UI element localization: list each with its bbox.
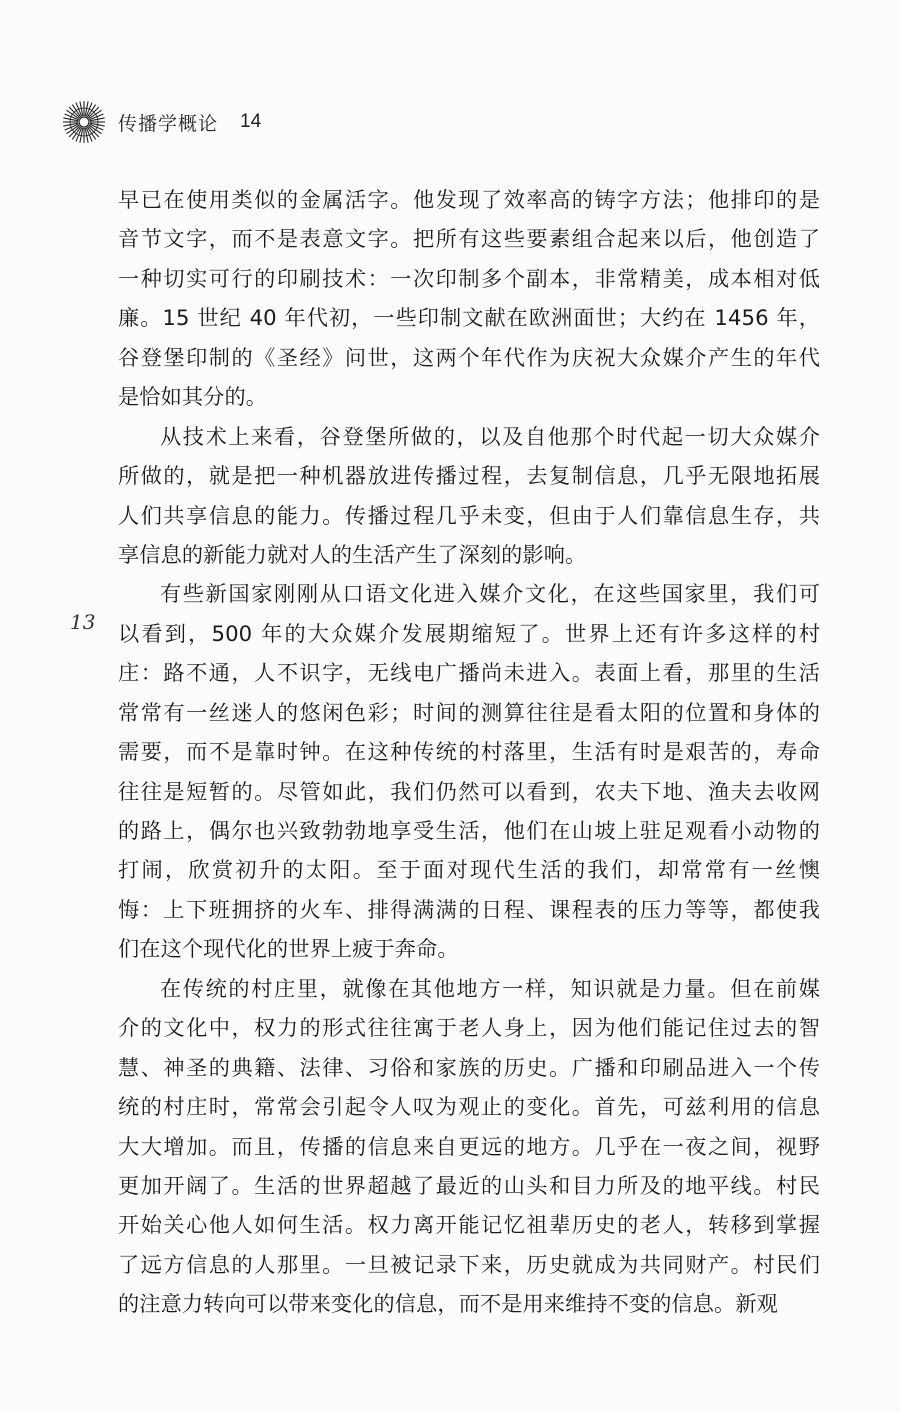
text-line: 在传统的村庄里，就像在其他地方一样，知识就是力量。但在前媒 [160, 975, 820, 1001]
text-line: 音节文字，而不是表意文字。把所有这些要素组合起来以后，他创造了 [118, 226, 820, 252]
text-line: 开始关心他人如何生活。权力离开能记忆祖辈历史的老人，转移到掌握 [118, 1212, 820, 1238]
text-line: 需要，而不是靠时钟。在这种传统的村落里，生活有时是艰苦的，寿命 [118, 739, 820, 765]
body-text [118, 180, 820, 1324]
text-line: 了远方信息的人那里。一旦被记录下来，历史就成为共同财产。村民们 [118, 1251, 820, 1277]
text-line: 的路上，偶尔也兴致勃勃地享受生活，他们在山坡上驻足观看小动物的 [118, 818, 820, 843]
text-line: 早已在使用类似的金属活字。他发现了效率高的铸字方法；他排印的是 [118, 187, 820, 212]
text-line: 所做的，就是把一种机器放进传播过程，去复制信息，几乎无限地拓展 [118, 463, 820, 489]
page-number: 14 [240, 111, 262, 132]
text-line: 慧、神圣的典籍、法律、习俗和家族的历史。广播和印刷品进入一个传 [118, 1054, 820, 1080]
paragraph [118, 180, 820, 417]
text-line: 一种切实可行的印刷技术：一次印制多个副本，非常精美，成本相对低 [118, 265, 820, 291]
text-line: 谷登堡印制的《圣经》问世，这两个年代作为庆祝大众媒介产生的年代 [118, 344, 820, 370]
text-line: 以看到，500 年的大众媒介发展期缩短了。世界上还有许多这样的村 [118, 620, 820, 646]
text-line: 从技术上来看，谷登堡所做的，以及自他那个时代起一切大众媒介 [160, 423, 820, 449]
text-line: 统的村庄时，常常会引起令人叹为观止的变化。首先，可兹利用的信息 [118, 1094, 820, 1120]
margin-page-reference: 13 [70, 610, 96, 634]
text-line: 有些新国家刚刚从口语文化进入媒介文化，在这些国家里，我们可 [160, 581, 820, 607]
text-line: 是恰如其分的。 [118, 384, 268, 410]
radial-sunburst-icon [62, 100, 106, 144]
text-line: 的注意力转向可以带来变化的信息，而不是用来维持不变的信息。新观 [118, 1291, 778, 1317]
paragraph [118, 417, 820, 575]
text-line: 享信息的新能力就对人的生活产生了深刻的影响。 [118, 541, 587, 567]
text-line: 常常有一丝迷人的悠闲色彩；时间的测算往往是看太阳的位置和身体的 [118, 699, 820, 725]
text-line: 大大增加。而且，传播的信息来自更远的地方。几乎在一夜之间，视野 [118, 1133, 820, 1159]
running-header [62, 98, 261, 146]
book-title: 传播学概论 [118, 112, 219, 135]
text-line: 介的文化中，权力的形式往往寓于老人身上，因为他们能记住过去的智 [118, 1015, 820, 1041]
text-line: 们在这个现代化的世界上疲于奔命。 [118, 936, 459, 962]
text-line: 打闹，欣赏初升的太阳。至于面对现代生活的我们，却常常有一丝懊 [118, 857, 820, 883]
text-line: 庄：路不通，人不识字，无线电广播尚未进入。表面上看，那里的生活 [118, 660, 820, 686]
text-line: 人们共享信息的能力。传播过程几乎未变，但由于人们靠信息生存，共 [118, 502, 820, 528]
paragraph [118, 574, 820, 968]
text-line: 更加开阔了。生活的世界超越了最近的山头和目力所及的地平线。村民 [118, 1172, 820, 1198]
text-line: 悔：上下班拥挤的火车、排得满满的日程、课程表的压力等等，都使我 [118, 896, 820, 922]
text-line: 廉。15 世纪 40 年代初，一些印制文献在欧洲面世；大约在 1456 年， [118, 305, 820, 331]
paragraph [118, 969, 820, 1324]
text-line: 往往是短暂的。尽管如此，我们仍然可以看到，农夫下地、渔夫去收网 [118, 778, 820, 804]
